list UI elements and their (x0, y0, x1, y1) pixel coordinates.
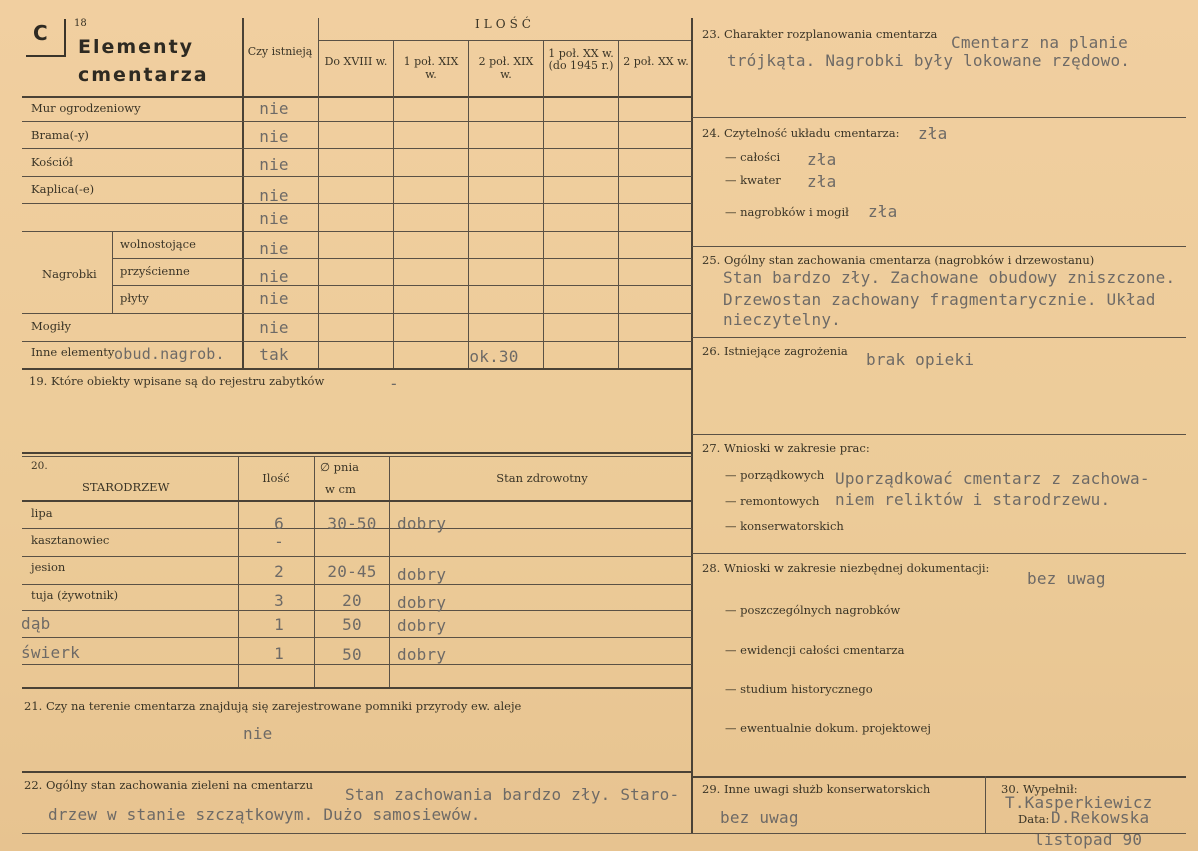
row-inne-extra: obud.nagrob. (114, 345, 225, 363)
header-czy-istnieja: Czy istnieją (247, 45, 313, 58)
exists-brama: nie (259, 127, 289, 146)
tree-swierk-diam: 50 (342, 645, 362, 664)
tree-jesion-health: dobry (397, 565, 447, 584)
s24-item-kwater: — kwater (725, 173, 781, 187)
s27-item-porzadkowych: — porządkowych (725, 468, 825, 482)
row-label-wolnostojace: wolnostojące (120, 237, 196, 251)
s26-value: brak opieki (866, 350, 975, 369)
s30-date: listopad 90 (1034, 830, 1143, 849)
tree-tuja-name: tuja (żywotnik) (31, 588, 119, 602)
s30-date-label: Data: (1018, 812, 1050, 826)
row-label-brama: Brama(-y) (31, 128, 89, 142)
exists-blank-row: nie (259, 209, 289, 228)
tree-kasztanowiec-name: kasztanowiec (31, 533, 110, 547)
row-label-kaplica: Kaplica(-e) (31, 182, 95, 196)
tree-dab-name: dąb (21, 614, 51, 633)
card-letter: C (33, 21, 50, 45)
s28-item-nagrobkow: — poszczególnych nagrobków (725, 603, 901, 617)
s27-line1: Uporządkować cmentarz z zachowa- (835, 469, 1150, 488)
s24-value: zła (918, 124, 948, 143)
s25-line3: nieczytelny. (723, 310, 841, 329)
header-period-4: 1 poł. XX w. (do 1945 r.) (548, 47, 614, 72)
s28-item-studium: — studium historycznego (725, 682, 873, 696)
qty-inne-2pol-xix: ok.30 (469, 347, 519, 366)
exists-plyty: nie (259, 289, 289, 308)
s23-line1: Cmentarz na planie (951, 33, 1128, 52)
s28-label: 28. Wnioski w zakresie niezbędnej dokumentacji: (702, 561, 990, 575)
s20-col-diam1: ∅ pnia (320, 460, 359, 474)
s20-col-name: STARODRZEW (82, 480, 170, 494)
section-title-line1: Elementy (78, 36, 195, 58)
header-period-5: 2 poł. XX w. (623, 55, 689, 68)
row-label-kosciol: Kościół (31, 155, 73, 169)
s30-filled-by: T.Kasperkiewicz (1005, 793, 1153, 812)
exists-kosciol: nie (259, 155, 289, 174)
s30-label: 30. Wypełnił: (1001, 782, 1078, 796)
tree-dab-qty: 1 (274, 615, 284, 634)
s22-label: 22. Ogólny stan zachowania zieleni na cmentarzu (24, 778, 313, 792)
row-label-mur: Mur ogrodzeniowy (31, 101, 141, 115)
tree-lipa-health: dobry (397, 514, 447, 533)
s21-value: nie (243, 724, 273, 743)
exists-inne: tak (259, 345, 289, 364)
tree-lipa-diam: 30-50 (327, 514, 377, 533)
card-number: 18 (74, 18, 87, 29)
s20-col-qty: Ilość (262, 471, 290, 485)
s30-author2: D.Rekowska (1051, 808, 1150, 827)
exists-przyscienne: nie (259, 267, 289, 286)
row-label-inne: Inne elementy (31, 345, 115, 359)
s24-item-kwater-value: zła (807, 172, 837, 191)
tree-tuja-diam: 20 (342, 591, 362, 610)
tree-jesion-diam: 20-45 (327, 562, 377, 581)
s28-item-ewidencji: — ewidencji całości cmentarza (725, 643, 905, 657)
s29-value: bez uwag (720, 808, 799, 827)
header-period-3: 2 poł. XIX w. (478, 55, 534, 81)
s20-col-diam2: w cm (325, 482, 356, 496)
s28-value: bez uwag (1027, 569, 1106, 588)
tree-swierk-name: świerk (21, 643, 80, 662)
row-label-przyscienne: przyścienne (120, 264, 190, 278)
tree-swierk-qty: 1 (274, 644, 284, 663)
nagrobki-label: Nagrobki (42, 267, 97, 281)
s23-label: 23. Charakter rozplanowania cmentarza (702, 27, 938, 41)
s25-label: 25. Ogólny stan zachowania cmentarza (nagrobków i drzewostanu) (702, 253, 1095, 267)
s25-line1: Stan bardzo zły. Zachowane obudowy zniszczone. (723, 268, 1176, 287)
s25-line2: Drzewostan zachowany fragmentarycznie. Układ (723, 290, 1156, 309)
s27-line2: niem reliktów i starodrzewu. (835, 490, 1111, 509)
tree-dab-health: dobry (397, 616, 447, 635)
s24-item-nagrobkow: — nagrobków i mogił (725, 205, 849, 219)
tree-dab-diam: 50 (342, 615, 362, 634)
s22-line2: drzew w stanie szczątkowym. Dużo samosiewów. (48, 805, 481, 824)
s29-label: 29. Inne uwagi służb konserwatorskich (702, 782, 931, 796)
row-label-plyty: płyty (120, 291, 149, 305)
tree-swierk-health: dobry (397, 645, 447, 664)
exists-mogily: nie (259, 318, 289, 337)
s28-item-projektowej: — ewentualnie dokum. projektowej (725, 721, 931, 735)
s24-item-calosci: — całości (725, 150, 781, 164)
s19-value: - (389, 374, 399, 393)
header-period-1: Do XVIII w. (324, 55, 388, 68)
s19-label: 19. Które obiekty wpisane są do rejestru zabytków (29, 374, 325, 388)
s24-label: 24. Czytelność układu cmentarza: (702, 126, 900, 140)
s21-label: 21. Czy na terenie cmentarza znajdują się zarejestrowane pomniki przyrody ew. aleje (24, 699, 522, 713)
exists-mur: nie (259, 99, 289, 118)
tree-lipa-qty: 6 (274, 514, 284, 533)
tree-tuja-health: dobry (397, 593, 447, 612)
s26-label: 26. Istniejące zagrożenia (702, 344, 848, 358)
s27-item-konserwatorskich: — konserwatorskich (725, 519, 844, 533)
tree-tuja-qty: 3 (274, 591, 284, 610)
s24-item-nagrobkow-value: zła (868, 202, 898, 221)
exists-wolnostojace: nie (259, 239, 289, 258)
header-period-2: 1 poł. XIX w. (403, 55, 459, 81)
tree-kasztanowiec-qty: - (274, 532, 284, 551)
row-label-mogily: Mogiły (31, 319, 71, 333)
tree-jesion-name: jesion (31, 560, 66, 574)
s22-line1: Stan zachowania bardzo zły. Staro- (345, 785, 680, 804)
section-title-line2: cmentarza (78, 64, 209, 86)
s27-label: 27. Wnioski w zakresie prac: (702, 441, 870, 455)
s20-col-health: Stan zdrowotny (496, 471, 588, 485)
s23-line2: trójkąta. Nagrobki były lokowane rzędowo. (727, 51, 1131, 70)
s20-num: 20. (31, 460, 48, 472)
tree-jesion-qty: 2 (274, 562, 284, 581)
s24-item-calosci-value: zła (807, 150, 837, 169)
exists-kaplica: nie (259, 186, 289, 205)
tree-lipa-name: lipa (31, 506, 53, 520)
s27-item-remontowych: — remontowych (725, 494, 820, 508)
header-ilosc: ILOŚĆ (475, 17, 535, 31)
